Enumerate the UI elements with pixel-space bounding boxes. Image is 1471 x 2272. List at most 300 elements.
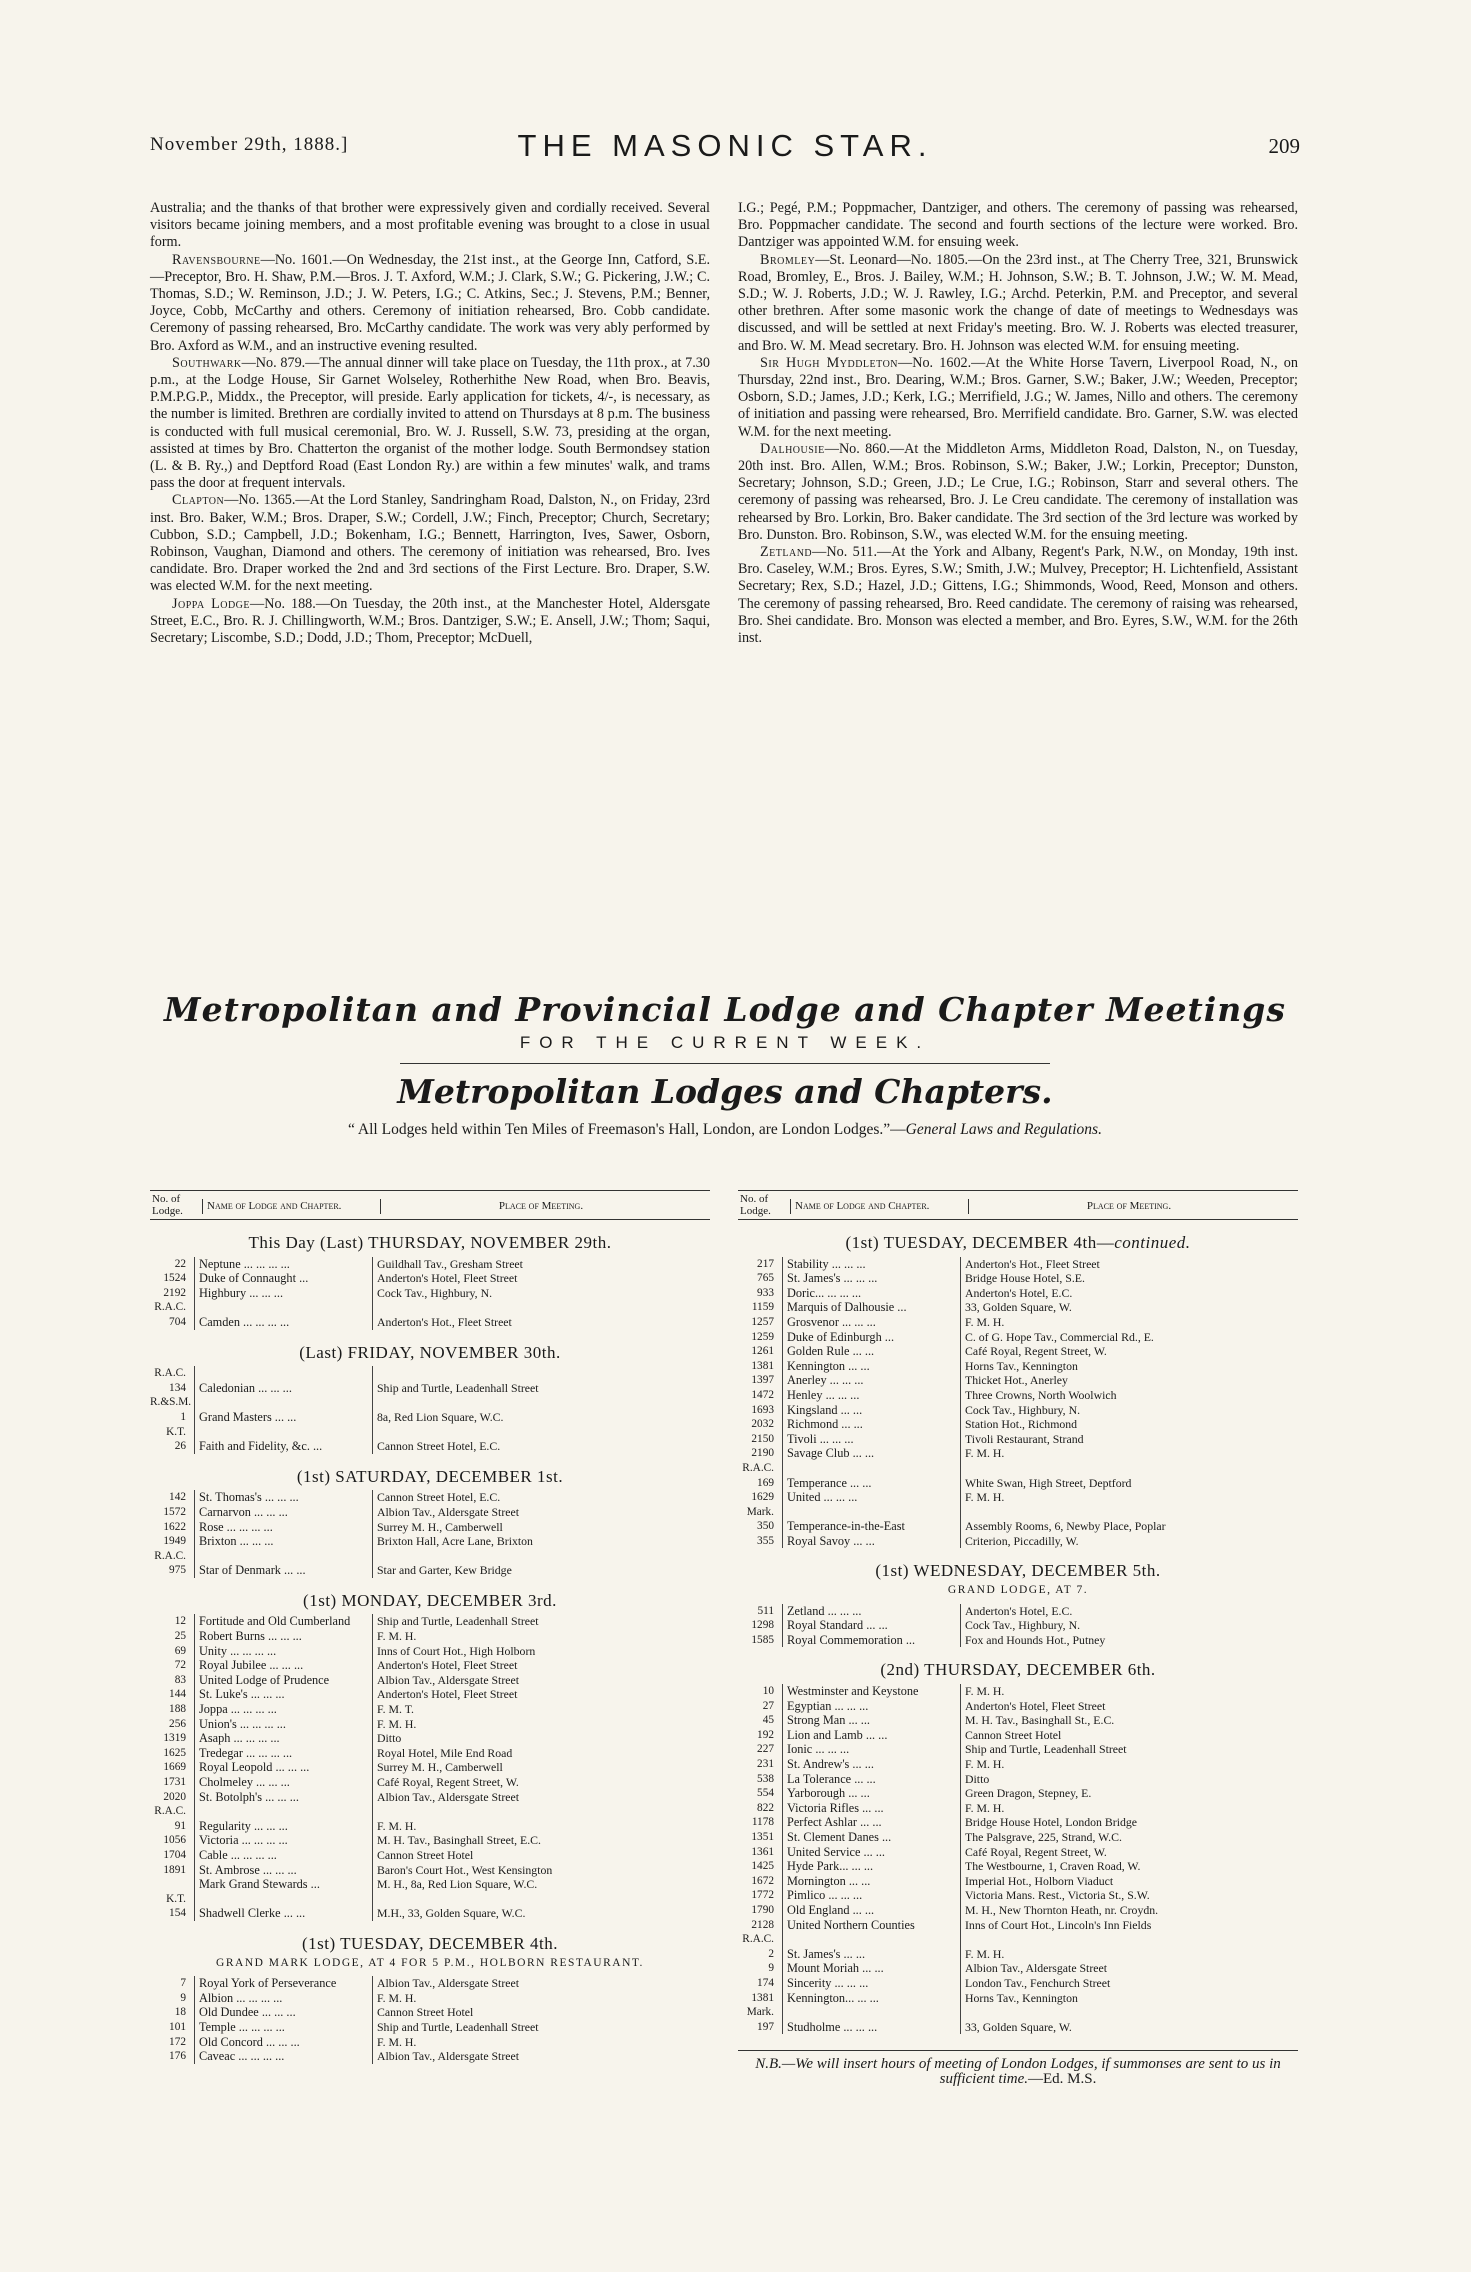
lodge-number: 2128 — [751, 1918, 774, 1931]
meeting-place — [372, 1300, 710, 1315]
lodge-number: R.A.C. — [742, 1461, 774, 1474]
report-text: —No. 879.—The annual dinner will take place on Tuesday, the 11th prox., at 7.30 p.m., at the Lodge House, Sir Garnet Wolseley, Rotherhithe New Road, when Bro. Beavis, P.M.P.G.P., Middx., the Preceptor, will preside. Early application for tickets, 4/-, is necessary, as the number is limited. Brethren are cordially invited to attend on Thursdays at 8 p.m. The business is conducted with full musical ceremonial, Bro. W. J. Russell, S.W. 73, presiding at the organ, assisted at times by Bro. Chatterton the organist of the mother lodge. South Bermondsey station (L. & B. Ry.,) and Deptford Road (East London Ry.) are within a few minutes' walk, and trams pass the door at frequent intervals. — [150, 354, 710, 492]
meeting-place: F. M. H. — [372, 1991, 710, 2006]
table-row — [150, 1804, 710, 1819]
lodge-number: Mark. — [746, 1505, 774, 1518]
lodge-number: 1178 — [751, 1816, 774, 1829]
meeting-place: Bridge House Hotel, London Bridge — [960, 1815, 1298, 1830]
day-subheading: GRAND LODGE, AT 7. — [947, 1584, 1089, 1597]
lodge-name-cell: Joppa ... ... ... ... — [194, 1702, 372, 1717]
lodge-number: 1629 — [751, 1491, 774, 1504]
lodge-name-cell — [194, 1425, 372, 1440]
day-heading — [738, 1233, 1298, 1252]
lodge-number: 169 — [757, 1476, 774, 1489]
table-row — [738, 1618, 1298, 1633]
lodge-number: 1669 — [163, 1761, 186, 1774]
meeting-place: Baron's Court Hot., West Kensington — [372, 1863, 710, 1878]
right-meeting-table — [738, 1190, 1298, 2086]
table-row — [150, 1300, 710, 1315]
meeting-place: F. M. H. — [960, 1446, 1298, 1461]
table-row — [150, 1614, 710, 1629]
lodge-name-cell: Henley ... ... ... — [782, 1388, 960, 1403]
lodge-number: 45 — [762, 1714, 774, 1727]
meeting-place: Horns Tav., Kennington — [960, 1991, 1298, 2006]
meeting-place: Assembly Rooms, 6, Newby Place, Poplar — [960, 1519, 1298, 1534]
lodge-number: 91 — [174, 1819, 186, 1832]
lodge-name-cell: Tredegar ... ... ... ... — [194, 1746, 372, 1761]
lodge-number: 188 — [169, 1703, 186, 1716]
report-text: —No. 1602.—At the White Horse Tavern, Liverpool Road, N., on Thursday, 22nd inst., Bro. Dearing, W.M.; Bros. Garner, S.W.; Baker, J.W.; Weeden, Preceptor; Osborn, S.D.; James, J.D.; Kerk, I.G.; Merrifield, J.G.; W. James, Nillo and others. The ceremony of initiation and passing were rehearsed, Bro. Merrifield candidate. Bro. Garner, S.W. was elected W.M. for the next meeting. — [738, 354, 1298, 440]
meeting-place: 33, Golden Square, W. — [960, 2020, 1298, 2035]
table-row — [738, 1359, 1298, 1374]
lodge-name-cell: Highbury ... ... ... — [194, 1286, 372, 1301]
day-section — [150, 1342, 710, 1454]
report-paragraph — [738, 252, 1298, 355]
lodge-name-cell: Kingsland ... ... — [782, 1403, 960, 1418]
table-row — [738, 1918, 1298, 1933]
lodge-number: 1949 — [163, 1535, 186, 1548]
table-row — [150, 1746, 710, 1761]
day-heading-text: This Day (Last) THURSDAY, NOVEMBER 29th. — [248, 1233, 612, 1252]
table-row — [150, 1520, 710, 1535]
meeting-place: F. M. H. — [372, 1629, 710, 1644]
lodge-name-cell — [194, 1549, 372, 1564]
meeting-place — [960, 1932, 1298, 1947]
day-section — [738, 1561, 1298, 1647]
meeting-place: Ditto — [960, 1772, 1298, 1787]
lodge-name-cell: Victoria ... ... ... ... — [194, 1833, 372, 1848]
meeting-place: Inns of Court Hot., Lincoln's Inn Fields — [960, 1918, 1298, 1933]
meeting-place: Cock Tav., Highbury, N. — [372, 1286, 710, 1301]
issue-date: November 29th, 1888.] — [150, 134, 349, 155]
lodge-name-cell: Sincerity ... ... ... — [782, 1976, 960, 1991]
meeting-place: Fox and Hounds Hot., Putney — [960, 1633, 1298, 1648]
meeting-place: Surrey M. H., Camberwell — [372, 1520, 710, 1535]
lodge-name-cell: St. Botolph's ... ... ... — [194, 1790, 372, 1805]
lodge-name-cell: Doric... ... ... ... — [782, 1286, 960, 1301]
lodge-name-cell: Royal Leopold ... ... ... — [194, 1760, 372, 1775]
meeting-place: Cannon Street Hotel, E.C. — [372, 1490, 710, 1505]
left-report-column — [150, 200, 710, 647]
table-row — [738, 1432, 1298, 1447]
lodge-name-cell: St. James's ... ... ... — [782, 1271, 960, 1286]
lodge-name-cell: Grosvenor ... ... ... — [782, 1315, 960, 1330]
lodge-name-cell: Kennington ... ... — [782, 1359, 960, 1374]
lodge-number: 1298 — [751, 1619, 774, 1632]
table-row — [738, 1947, 1298, 1962]
meeting-place: Café Royal, Regent Street, W. — [960, 1845, 1298, 1860]
lodge-number: 1625 — [163, 1746, 186, 1759]
lodge-name-cell: St. Ambrose ... ... ... — [194, 1863, 372, 1878]
lodge-number: 10 — [762, 1685, 774, 1698]
table-header — [150, 1190, 710, 1220]
lodge-number: 18 — [174, 2006, 186, 2019]
meeting-place — [372, 1395, 710, 1410]
lodge-number: 227 — [757, 1743, 774, 1756]
lodge-name-cell: Mornington ... ... — [782, 1874, 960, 1889]
meeting-place: F. M. T. — [372, 1702, 710, 1717]
lodge-name-cell: St. Thomas's ... ... ... — [194, 1490, 372, 1505]
lodge-number: 933 — [757, 1286, 774, 1299]
laws-source: General Laws and Regulations. — [905, 1121, 1102, 1138]
day-heading-text: (2nd) THURSDAY, DECEMBER 6th. — [880, 1660, 1156, 1680]
lodge-number: 22 — [174, 1257, 186, 1270]
meeting-place: Guildhall Tav., Gresham Street — [372, 1257, 710, 1272]
table-row — [738, 1961, 1298, 1976]
meeting-place: Three Crowns, North Woolwich — [960, 1388, 1298, 1403]
lodge-name-cell: Unity ... ... ... ... — [194, 1644, 372, 1659]
day-section — [150, 1933, 710, 2064]
lodge-name-cell: Victoria Rifles ... ... — [782, 1801, 960, 1816]
table-row — [738, 1874, 1298, 1889]
lodge-number: 1425 — [751, 1860, 774, 1873]
lodge-number: 1672 — [751, 1874, 774, 1887]
day-section — [150, 1233, 710, 1330]
lodge-number: 704 — [169, 1315, 186, 1328]
meeting-place: Anderton's Hot., Fleet Street — [372, 1315, 710, 1330]
lodge-number: 350 — [757, 1520, 774, 1533]
editor-note — [738, 2050, 1298, 2086]
table-row — [738, 1713, 1298, 1728]
lodge-name-cell: St. Luke's ... ... ... — [194, 1687, 372, 1702]
table-row — [150, 1286, 710, 1301]
page-number: 209 — [1268, 134, 1300, 158]
meeting-place: Albion Tav., Aldersgate Street — [960, 1961, 1298, 1976]
table-row — [150, 1991, 710, 2006]
lodge-number: 142 — [169, 1491, 186, 1504]
report-paragraph — [738, 355, 1298, 441]
meeting-place: Ship and Turtle, Leadenhall Street — [372, 2020, 710, 2035]
meeting-place: M. H., New Thornton Heath, nr. Croydn. — [960, 1903, 1298, 1918]
meeting-place: Albion Tav., Aldersgate Street — [372, 2049, 710, 2064]
meeting-place: Albion Tav., Aldersgate Street — [372, 1505, 710, 1520]
table-row — [150, 1877, 710, 1892]
lodge-number: 1381 — [751, 1359, 774, 1372]
day-heading — [150, 1233, 710, 1252]
meeting-place: M. H., 8a, Red Lion Square, W.C. — [372, 1877, 710, 1892]
table-row — [738, 1534, 1298, 1549]
col-place: Place of Meeting. — [968, 1199, 1289, 1214]
table-row — [738, 1300, 1298, 1315]
lodge-name-cell: Royal Standard ... ... — [782, 1618, 960, 1633]
meeting-place: Anderton's Hotel, Fleet Street — [372, 1271, 710, 1286]
report-paragraph — [150, 596, 710, 648]
lodge-number: 1772 — [751, 1889, 774, 1902]
meeting-place: Green Dragon, Stepney, E. — [960, 1786, 1298, 1801]
day-heading-text: (1st) MONDAY, DECEMBER 3rd. — [303, 1590, 557, 1610]
table-row — [150, 1892, 710, 1907]
lodge-name-cell: St. Andrew's ... ... — [782, 1757, 960, 1772]
lodge-number: 83 — [174, 1673, 186, 1686]
lodge-name-cell: Star of Denmark ... ... — [194, 1563, 372, 1578]
lodge-name-cell: Perfect Ashlar ... ... — [782, 1815, 960, 1830]
lodge-number: 231 — [757, 1758, 774, 1770]
table-row — [150, 1863, 710, 1878]
meeting-place: Cannon Street Hotel — [960, 1728, 1298, 1743]
table-row — [150, 1563, 710, 1578]
lodge-name-cell: Faith and Fidelity, &c. ... — [194, 1439, 372, 1454]
table-row — [738, 1315, 1298, 1330]
meeting-place — [960, 2005, 1298, 2020]
lodge-name-cell — [194, 1892, 372, 1907]
meeting-place: Cock Tav., Highbury, N. — [960, 1403, 1298, 1418]
lodge-number: 554 — [757, 1787, 774, 1800]
lodge-number: 2192 — [163, 1286, 186, 1299]
table-row — [150, 1425, 710, 1440]
right-report-column — [738, 200, 1298, 647]
meeting-place: 8a, Red Lion Square, W.C. — [372, 1410, 710, 1425]
report-text: —St. Leonard—No. 1805.—On the 23rd inst., at The Cherry Tree, 321, Brunswick Road, Bromley, E., Bros. J. Bailey, W.M.; H. Johnson, S.W.; B. T. Johnson, J.W.; W. M. Mead, S.D.; W. J. Roberts, J.D.; W. J. Rawley, I.G.; Archd. Peterkin, P.M. and Preceptor, and several other brethren. After some masonic work the change of date of meetings to Wednesdays was discussed, and will be settled at next Friday's meeting. Bro. W. J. Roberts was elected treasurer, and Bro. W. M. Mead secretary. Bro. H. Johnson was elected W.M. for ensuing meeting. — [738, 251, 1298, 354]
lodge-name-cell — [194, 1300, 372, 1315]
meeting-place: Ditto — [372, 1731, 710, 1746]
lodge-name-cell: Neptune ... ... ... ... — [194, 1257, 372, 1272]
note-text: N.B.—We will insert hours of meeting of London Lodges, if summonses are sent to us in sufficient time. — [755, 2056, 1281, 2087]
lodge-number: 2 — [768, 1947, 774, 1960]
meeting-place: F. M. H. — [960, 1801, 1298, 1816]
meeting-place: Ship and Turtle, Leadenhall Street — [372, 1381, 710, 1396]
lodge-number: 1731 — [163, 1776, 186, 1788]
lodge-name: Ravensbourne — [172, 251, 261, 268]
col-lodge-no: No. of Lodge. — [740, 1193, 771, 1217]
table-row — [150, 1717, 710, 1732]
divider — [400, 1063, 1050, 1064]
lodge-name-cell: Westminster and Keystone — [782, 1684, 960, 1699]
table-row — [150, 1629, 710, 1644]
lodge-name-cell: Union's ... ... ... ... — [194, 1717, 372, 1732]
lodge-number: 12 — [174, 1615, 186, 1628]
lodge-name-cell: Studholme ... ... ... — [782, 2020, 960, 2035]
table-row — [738, 1859, 1298, 1874]
lodge-number: 217 — [757, 1257, 774, 1270]
lodge-number: R.A.C. — [154, 1549, 186, 1562]
meeting-place: M. H. Tav., Basinghall Street, E.C. — [372, 1833, 710, 1848]
meeting-place: White Swan, High Street, Deptford — [960, 1476, 1298, 1491]
meeting-place — [372, 1892, 710, 1907]
meeting-place: F. M. H. — [960, 1315, 1298, 1330]
table-row — [738, 1742, 1298, 1757]
meeting-place — [960, 1505, 1298, 1520]
table-row — [738, 1801, 1298, 1816]
lodge-name-cell — [782, 1505, 960, 1520]
meeting-place: Cannon Street Hotel — [372, 1848, 710, 1863]
col-place: Place of Meeting. — [380, 1199, 701, 1214]
meeting-place: Anderton's Hotel, Fleet Street — [372, 1658, 710, 1673]
lodge-number: 134 — [169, 1381, 186, 1394]
lodge-number: 197 — [757, 2020, 774, 2033]
table-row — [738, 1991, 1298, 2006]
lodge-number: 26 — [174, 1440, 186, 1453]
table-row — [738, 1699, 1298, 1714]
table-row — [150, 1658, 710, 1673]
lodge-number: 1361 — [751, 1845, 774, 1858]
lodge-name-cell: Temperance ... ... — [782, 1476, 960, 1491]
table-row — [150, 1315, 710, 1330]
lodge-name-cell: Mount Moriah ... ... — [782, 1961, 960, 1976]
meeting-place: Albion Tav., Aldersgate Street — [372, 1790, 710, 1805]
table-row — [150, 1687, 710, 1702]
lodge-number: 355 — [757, 1534, 774, 1547]
lodge-number: 256 — [169, 1717, 186, 1730]
table-row — [150, 1906, 710, 1921]
day-heading-text: (Last) FRIDAY, NOVEMBER 30th. — [299, 1342, 561, 1362]
meeting-place: F. M. H. — [960, 1757, 1298, 1772]
table-row — [738, 1490, 1298, 1505]
meeting-place: Horns Tav., Kennington — [960, 1359, 1298, 1374]
table-row — [738, 1845, 1298, 1860]
table-row — [738, 1604, 1298, 1619]
lodge-number: R.A.C. — [154, 1301, 186, 1314]
day-subheading: GRAND MARK LODGE, AT 4 FOR 5 P.M., HOLBORN RESTAURANT. — [216, 1956, 644, 1969]
report-paragraph — [738, 441, 1298, 544]
meeting-place: Anderton's Hotel, Fleet Street — [372, 1687, 710, 1702]
table-row — [738, 1330, 1298, 1345]
table-row — [150, 1644, 710, 1659]
lodge-name-cell: Shadwell Clerke ... ... — [194, 1906, 372, 1921]
meeting-place: Victoria Mans. Rest., Victoria St., S.W. — [960, 1888, 1298, 1903]
lodge-name-cell: Old England ... ... — [782, 1903, 960, 1918]
report-paragraph — [738, 200, 1298, 252]
lodge-number: 1790 — [751, 1903, 774, 1916]
lodge-name-cell: Albion ... ... ... ... — [194, 1991, 372, 2006]
table-row — [150, 1549, 710, 1564]
table-row — [738, 1461, 1298, 1476]
lodge-number: 9 — [768, 1962, 774, 1975]
table-row — [738, 1505, 1298, 1520]
lodge-number: 1693 — [751, 1403, 774, 1416]
table-row — [150, 1410, 710, 1425]
lodge-name-cell: Stability ... ... ... — [782, 1257, 960, 1272]
table-row — [738, 1815, 1298, 1830]
lodge-name-cell: Kennington... ... ... — [782, 1991, 960, 2006]
table-row — [738, 1271, 1298, 1286]
metropolitan-banner — [150, 1072, 1300, 1139]
table-row — [738, 1932, 1298, 1947]
lodge-number: 1159 — [751, 1301, 774, 1314]
lodge-number: 765 — [757, 1272, 774, 1285]
meeting-place: 33, Golden Square, W. — [960, 1300, 1298, 1315]
lodge-name-cell: Rose ... ... ... ... — [194, 1520, 372, 1535]
lodge-number: 9 — [180, 1991, 186, 2004]
lodge-name-cell: Duke of Connaught ... — [194, 1271, 372, 1286]
lodge-name-cell — [782, 2005, 960, 2020]
meeting-place: Brixton Hall, Acre Lane, Brixton — [372, 1534, 710, 1549]
lodge-number: K.T. — [166, 1892, 186, 1905]
table-row — [150, 1760, 710, 1775]
lodge-name: Bromley — [760, 251, 816, 268]
table-row — [150, 1819, 710, 1834]
lodge-name-cell: Cable ... ... ... ... — [194, 1848, 372, 1863]
report-paragraph — [150, 200, 710, 252]
lodge-number: 69 — [174, 1644, 186, 1657]
lodge-number: 1572 — [163, 1505, 186, 1518]
lodge-number: 1397 — [751, 1374, 774, 1387]
col-lodge-name: Name of Lodge and Chapter. — [202, 1199, 377, 1214]
lodge-name-cell: Tivoli ... ... ... — [782, 1432, 960, 1447]
lodge-name-cell: Brixton ... ... ... — [194, 1534, 372, 1549]
lodge-name-cell: Anerley ... ... ... — [782, 1373, 960, 1388]
lodge-name-cell: Royal Commemoration ... — [782, 1633, 960, 1648]
day-heading — [150, 1933, 710, 1953]
table-row — [738, 1976, 1298, 1991]
lodge-name-cell: Regularity ... ... ... — [194, 1819, 372, 1834]
lodge-name-cell: Robert Burns ... ... ... — [194, 1629, 372, 1644]
report-paragraph — [150, 355, 710, 493]
table-row — [150, 1395, 710, 1410]
lodge-number: R.A.C. — [154, 1367, 186, 1380]
table-row — [738, 1888, 1298, 1903]
continued-label: continued. — [1114, 1233, 1191, 1252]
table-row — [738, 1403, 1298, 1418]
lodge-number: 975 — [169, 1564, 186, 1577]
lodge-name-cell: St. Clement Danes ... — [782, 1830, 960, 1845]
lodge-number: 1056 — [163, 1834, 186, 1847]
report-text: —No. 860.—At the Middleton Arms, Middleton Road, Dalston, N., on Tuesday, 20th inst. Bro. Allen, W.M.; Bros. Robinson, S.W.; Baker, J.W.; Lorkin, Preceptor; Dunston, Secretary; Johnson, S.D.; Green, J.D.; Le Crue, I.G.; Robinson, Starr and several others. The ceremony of passing was rehearsed, Bro. J. Le Creu candidate. The ceremony of installation was rehearsed by Bro. Lorkin, Bro. Baker candidate. The 3rd section of the 3rd lecture was worked by Bro. Dunston. Bro. Robinson, S.W., was elected W.M. for the ensuing meeting. — [738, 440, 1298, 543]
report-paragraph — [150, 492, 710, 595]
lodge-number: K.T. — [166, 1425, 186, 1438]
report-text: —No. 1601.—On Wednesday, the 21st inst., at the George Inn, Catford, S.E.—Preceptor, Bro. H. Shaw, P.M.—Bros. J. T. Axford, W.M.; J. Clark, S.W.; G. Pickering, J.W.; C. Thomas, S.D.; W. Reminson, J.D.; J. W. Peters, I.G.; C. Atkins, Sec.; J. Stevens, P.M.; Benner, Joyce, Cobb, McCarthy and others. Ceremony of initiation rehearsed, Bro. Cobb candidate. Ceremony of passing rehearsed, Bro. McCarthy candidate. The work was very ably performed by Bro. Axford as W.M., and an instructive evening resulted. — [150, 251, 710, 354]
table-row — [150, 1976, 710, 1991]
table-row — [738, 2020, 1298, 2035]
right-table-body — [738, 1233, 1298, 2034]
table-row — [150, 1381, 710, 1396]
meeting-place: Imperial Hot., Holborn Viaduct — [960, 1874, 1298, 1889]
lodge-number: R.&S.M. — [150, 1396, 192, 1409]
meeting-place: Surrey M. H., Camberwell — [372, 1760, 710, 1775]
lodge-name-cell: Mark Grand Stewards ... — [194, 1877, 372, 1892]
lodge-name-cell: United Service ... ... — [782, 1845, 960, 1860]
meeting-place: Cannon Street Hotel, E.C. — [372, 1439, 710, 1454]
table-row — [150, 1439, 710, 1454]
meeting-place — [372, 1804, 710, 1819]
table-row — [738, 1633, 1298, 1648]
lodge-number: 1622 — [163, 1520, 186, 1533]
lodge-name-cell: Royal Savoy ... ... — [782, 1534, 960, 1549]
lodge-name-cell: United Lodge of Prudence — [194, 1673, 372, 1688]
lodge-number: Mark. — [746, 2006, 774, 2019]
day-section — [150, 1466, 710, 1578]
lodge-name-cell: United ... ... ... — [782, 1490, 960, 1505]
table-row — [150, 1505, 710, 1520]
meeting-place: M. H. Tav., Basinghall St., E.C. — [960, 1713, 1298, 1728]
report-text: —No. 1365.—At the Lord Stanley, Sandringham Road, Dalston, N., on Friday, 23rd inst. Bro. Baker, W.M.; Bros. Draper, S.W.; Cordell, J.W.; Finch, Preceptor; Church, Secretary; Cubbon, S.D.; Campbell, J.D.; Bokenham, I.G.; Bennett, Harrington, Ives, Sawer, Osborn, Robinson, Vaughan, Diamond and others. The ceremony of initiation was rehearsed, Bro. Ives candidate. Bro. Draper worked the 2nd and 3rd sections of the First Lecture. Bro. Draper, S.W. was elected W.M. for the next meeting. — [150, 492, 710, 595]
table-row — [150, 1848, 710, 1863]
lodge-number: 1381 — [751, 1991, 774, 2004]
day-section — [150, 1590, 710, 1921]
meeting-place: London Tav., Fenchurch Street — [960, 1976, 1298, 1991]
lodge-name-cell: Egyptian ... ... ... — [782, 1699, 960, 1714]
col-lodge-no: No. of Lodge. — [152, 1193, 183, 1217]
meetings-banner — [150, 990, 1300, 1064]
banner-title: Metropolitan and Provincial Lodge and Chapter Meetings — [164, 990, 1286, 1029]
lodge-name-cell: Temperance-in-the-East — [782, 1519, 960, 1534]
meeting-place: F. M. H. — [372, 1819, 710, 1834]
meeting-place: Cannon Street Hotel — [372, 2005, 710, 2020]
report-text: Australia; and the thanks of that brother were expressively given and cordially received. Several visitors became joining members, and a most profitable evening was brought to a close in usual form. — [150, 200, 710, 251]
table-row — [738, 1684, 1298, 1699]
table-row — [738, 1417, 1298, 1432]
lodge-name-cell: Old Concord ... ... ... — [194, 2035, 372, 2050]
lodge-name-cell — [194, 1804, 372, 1819]
lodge-number: 154 — [169, 1907, 186, 1920]
lodge-name-cell: Richmond ... ... — [782, 1417, 960, 1432]
day-heading — [150, 1466, 710, 1486]
lodge-number: 25 — [174, 1630, 186, 1643]
lodge-name-cell: Strong Man ... ... — [782, 1713, 960, 1728]
meeting-place: Anderton's Hotel, Fleet Street — [960, 1699, 1298, 1714]
table-row — [738, 1476, 1298, 1491]
lodge-number: 822 — [757, 1801, 774, 1814]
meeting-place: Bridge House Hotel, S.E. — [960, 1271, 1298, 1286]
